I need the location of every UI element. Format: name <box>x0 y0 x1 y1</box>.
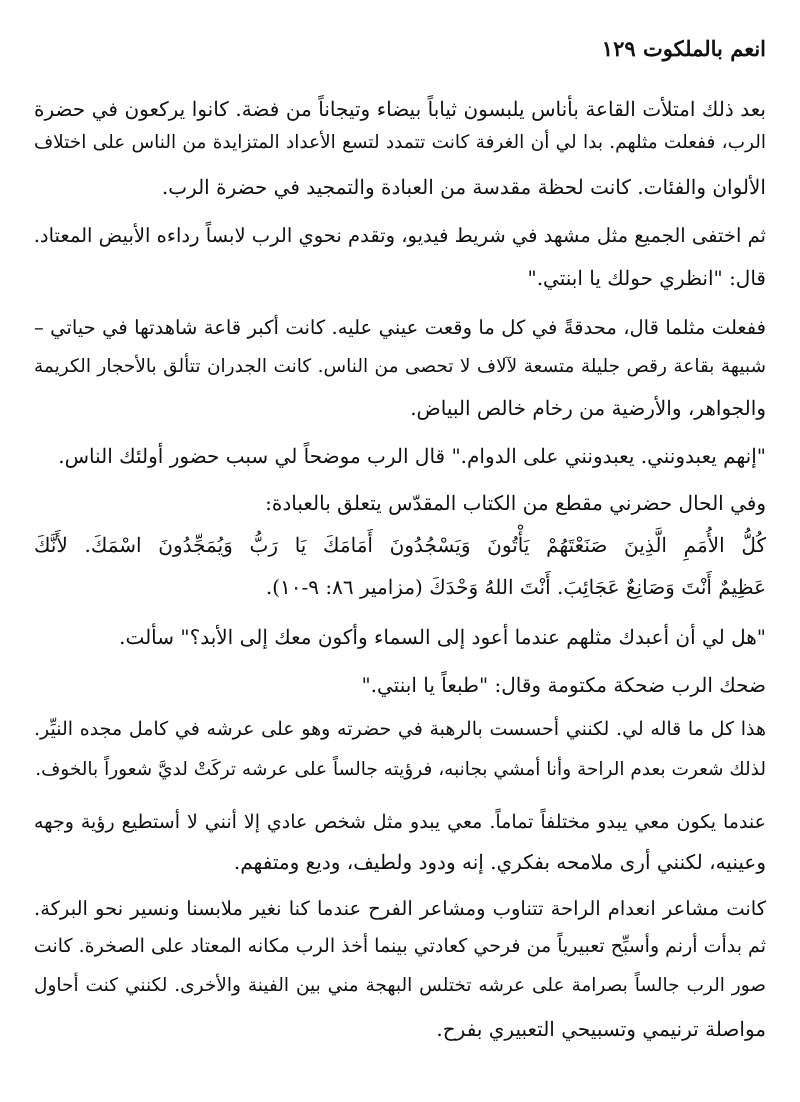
text-line: مواصلة ترنيمي وتسبيحي التعبيري بفرح. <box>436 1017 766 1041</box>
text-line: "إنهم يعبدونني. يعبدونني على الدوام." قال الرب موضحاً لي سبب حضور أولئك الناس. <box>58 444 766 468</box>
scripture-line: عَظِيمٌ أَنْتَ وَصَانِعٌ عَجَائِبَ. أَنْتَ اللهُ وَحْدَكَ (مزامير ٨٦: ٩-١٠). <box>265 575 766 599</box>
text-line: وعينيه، لكنني أرى ملامحه بفكري. إنه ودود ولطيف، وديع ومتفهم. <box>233 850 766 874</box>
text-line: هذا كل ما قاله لي. لكنني أحسست بالرهبة في حضرته وهو على عرشه في كامل مجده النيِّر. <box>34 718 766 740</box>
text-line: بعد ذلك امتلأت القاعة بأناس يلبسون ثياباً بيضاء وتيجاناً من فضة. كانوا يركعون في حضرة <box>34 97 766 121</box>
text-line: عندما يكون معي يبدو مختلفاً تماماً. معي يبدو مثل شخص عادي إلا أنني لا أستطيع رؤية وجهه <box>34 811 766 833</box>
text-line: صور الرب جالساً بصرامة على عرشه تختلس البهجة مني بين الفينة والأخرى. لكنني كنت أحاول <box>34 975 766 996</box>
text-line: كانت مشاعر انعدام الراحة تتناوب ومشاعر الفرح عندما كنا نغير ملابسنا ونسير نحو البركة. <box>34 897 766 920</box>
text-line: قال: "انظري حولك يا ابنتي." <box>527 266 766 290</box>
text-line: وفي الحال حضرني مقطع من الكتاب المقدّس يتعلق بالعبادة: <box>265 491 766 515</box>
text-line: ثم بدأت أرنم وأسبِّح تعبيرياً من فرحي كعادتي بينما أخذ الرب مكانه المعتاد على الصخرة. كانت <box>33 935 766 957</box>
text-line: الرب، ففعلت مثلهم. بدا لي أن الغرفة كانت تتمدد لتسع الأعداد المتزايدة من الناس على اختلاف <box>34 132 766 153</box>
text-line: والجواهر، والأرضية من رخام خالص البياض. <box>410 396 766 420</box>
text-line: ضحك الرب ضحكة مكتومة وقال: "طبعاً يا ابنتي." <box>361 673 766 697</box>
text-line: شبيهة بقاعة رقص جليلة متسعة لآلاف لا تحصى من الناس. كانت الجدران تتألق بالأحجار الكريمة <box>34 356 766 377</box>
text-line: لذلك شعرت بعدم الراحة وأنا أمشي بجانبه، فرؤيته جالساً على عرشه تركَتْ لديَّ شعوراً بالخوف. <box>35 759 766 780</box>
scripture-line: كُلُّ الأُمَمِ الَّذِينَ صَنَعْتَهُمْ يَأْتُونَ وَيَسْجُدُونَ أَمَامَكَ يَا رَبُّ وَيُمَجِّدُونَ اسْمَكَ. لأَنَّكَ <box>34 533 766 557</box>
text-line: الألوان والفئات. كانت لحظة مقدسة من العبادة والتمجيد في حضرة الرب. <box>161 175 766 199</box>
page-header: انعم بالملكوت ١٢٩ <box>601 36 766 61</box>
text-line: ففعلت مثلما قال، محدقةً في كل ما وقعت عيني عليه. كانت أكبر قاعة شاهدتها في حياتي – <box>34 316 766 339</box>
text-line: ثم اختفى الجميع مثل مشهد في شريط فيديو، وتقدم نحوي الرب لابساً رداءه الأبيض المعتاد. <box>33 224 766 247</box>
text-line: "هل لي أن أعبدك مثلهم عندما أعود إلى السماء وأكون معك إلى الأبد؟" سألت. <box>119 625 766 649</box>
